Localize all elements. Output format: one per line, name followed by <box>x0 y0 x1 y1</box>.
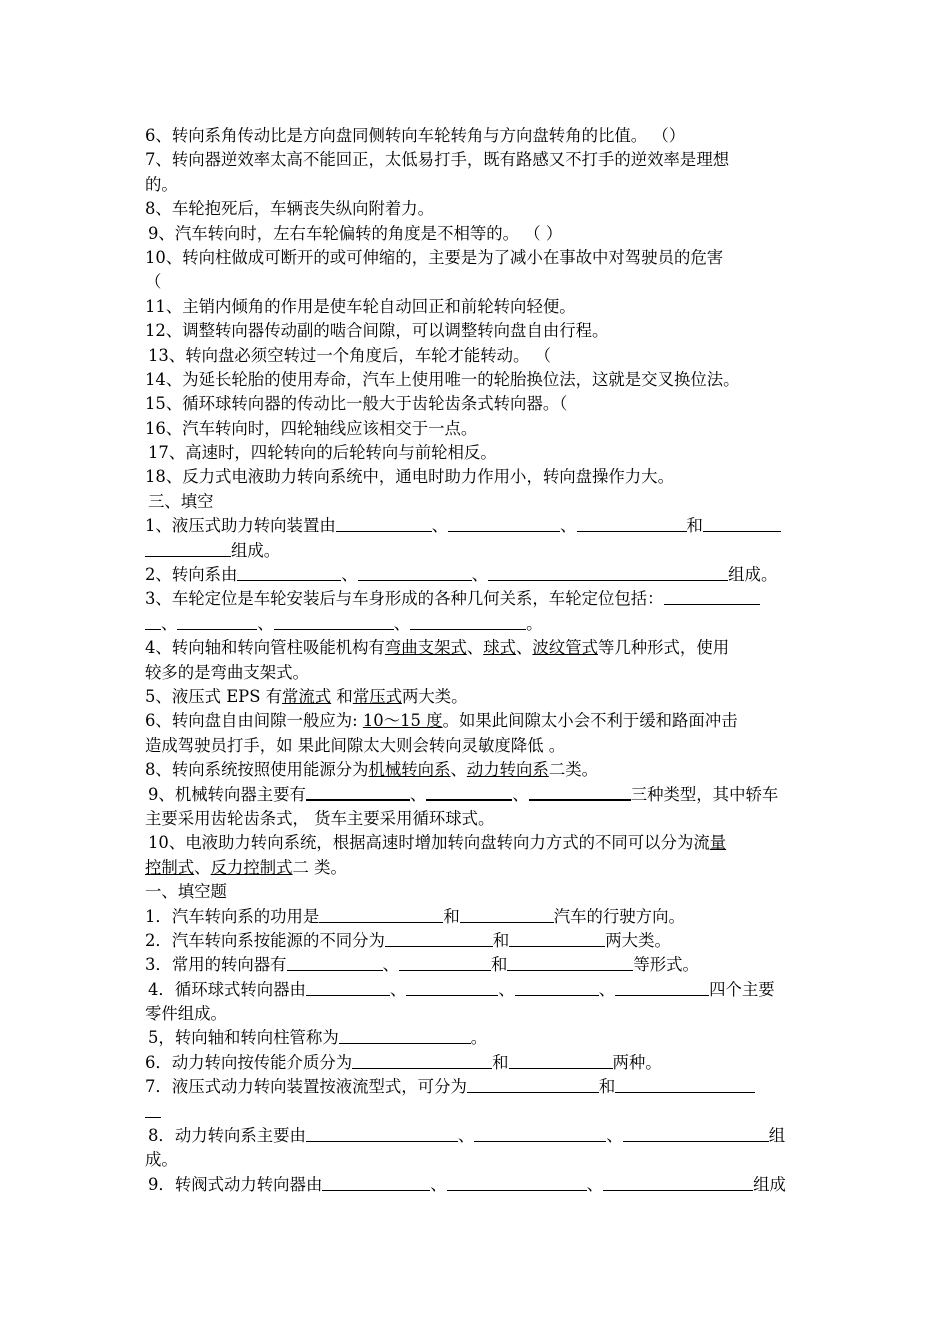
answer-blank[interactable] <box>336 515 432 532</box>
fill-question-cont: 成。 <box>145 1150 178 1170</box>
answer-blank[interactable] <box>406 979 498 996</box>
answer-blank[interactable] <box>615 1076 755 1093</box>
fill-question-cont <box>145 1100 810 1124</box>
judgement-item: 13、转向盘必须空转过一个角度后，车轮才能转动。 （ <box>148 345 552 365</box>
judgement-item: 11、主销内倾角的作用是使车轮自动回正和前轮转向轻便。 <box>145 296 576 316</box>
judgement-item: （ <box>145 272 162 292</box>
answer-blank[interactable] <box>145 613 161 630</box>
answer-blank[interactable] <box>145 1101 161 1118</box>
answer-blank[interactable] <box>448 515 560 532</box>
fill-question: 5，转向轴和转向柱管称为 。 <box>148 1028 488 1048</box>
answer-blank[interactable] <box>177 613 257 630</box>
fill-question: 6、转向盘自由间隙一般应为: 10～15 度。如果此间隙太小会不利于缓和路面冲击 <box>145 711 738 731</box>
fill-question: 4．循环球式转向器由 、 、 、 四个主要 <box>148 979 775 999</box>
judgement-item: 12、调整转向器传动副的啮合间隙，可以调整转向盘自由行程。 <box>145 321 609 341</box>
answer-blank[interactable] <box>515 979 599 996</box>
answer-blank[interactable] <box>322 1174 430 1191</box>
fill-question-cont: 主要采用齿轮齿条式， 货车主要采用循环球式。 <box>145 808 495 828</box>
answer-blank[interactable] <box>399 954 491 971</box>
answer-blank[interactable] <box>460 906 554 923</box>
fill-question: 1．汽车转向系的功用是 和 汽车的行驶方向。 <box>145 906 685 926</box>
fill-question: 9．转阀式动力转向器由 、 、 组成 <box>148 1174 786 1194</box>
answer-blank[interactable] <box>603 1174 753 1191</box>
judgement-item: 7、转向器逆效率太高不能回正，太低易打手，既有路感又不打手的逆效率是理想 <box>145 150 730 170</box>
fill-question: 6．动力转向按传能介质分为 和 两种。 <box>145 1052 662 1072</box>
answer-blank[interactable] <box>237 564 341 581</box>
judgement-item: 17、高速时，四轮转向的后轮转向与前轮相反。 <box>148 443 497 463</box>
judgement-item: 16、汽车转向时，四轮轴线应该相交于一点。 <box>145 418 478 438</box>
fill-question: 1、液压式助力转向装置由 、 、 和 <box>145 514 810 538</box>
fill-question: 2、转向系由 、 、 组成。 <box>145 565 778 585</box>
fill-question-cont: 控制式、反力控制式二 类。 <box>145 857 347 877</box>
answer-blank[interactable] <box>358 564 472 581</box>
answer-blank[interactable] <box>339 1027 471 1044</box>
answer-blank[interactable] <box>664 588 760 605</box>
answer-blank[interactable] <box>447 1174 587 1191</box>
answer-blank[interactable] <box>306 1125 458 1142</box>
section-heading: 三、填空 <box>148 491 214 511</box>
answer-blank[interactable] <box>306 979 390 996</box>
fill-question: 3、车轮定位是车轮安装后与车身形成的各种几何关系，车轮定位包括： <box>145 587 810 611</box>
answer-blank[interactable] <box>615 979 709 996</box>
answer-blank[interactable] <box>577 515 687 532</box>
fill-question-cont: 较多的是弯曲支架式。 <box>145 662 309 682</box>
judgement-item: 的。 <box>145 174 178 194</box>
answer-blank[interactable] <box>529 783 631 801</box>
answer-blank[interactable] <box>145 540 231 557</box>
answer-blank[interactable] <box>410 613 526 630</box>
answer-blank[interactable] <box>703 515 781 532</box>
fill-question: 4、转向轴和转向管柱吸能机构有弯曲支架式、球式、波纹管式等几种形式，使用 <box>145 638 730 658</box>
answer-blank[interactable] <box>274 613 394 630</box>
fill-question: 7．液压式动力转向装置按液流型式，可分为 和 <box>145 1075 810 1099</box>
judgement-item: 18、反力式电液助力转向系统中，通电时助力作用小，转向盘操作力大。 <box>145 467 674 487</box>
answer-blank[interactable] <box>488 564 728 581</box>
fill-question-cont: 、 、 、 。 <box>145 612 810 636</box>
fill-question: 5、液压式 EPS 有常流式 和常压式两大类。 <box>145 686 468 706</box>
judgement-item: 9、汽车转向时，左右车轮偏转的角度是不相等的。 （ ） <box>148 223 563 243</box>
judgement-item: 10、转向柱做成可断开的或可伸缩的，主要是为了减小在事故中对驾驶员的危害 <box>145 247 724 267</box>
judgement-item: 15、循环球转向器的传动比一般大于齿轮齿条式转向器。（ <box>145 394 568 414</box>
answer-blank[interactable] <box>319 906 443 923</box>
answer-blank[interactable] <box>426 783 512 801</box>
judgement-item: 8、车轮抱死后，车辆丧失纵向附着力。 <box>145 199 435 219</box>
judgement-item: 6、转向系角传动比是方向盘同侧转向车轮转角与方向盘转角的比值。 （） <box>145 126 686 145</box>
answer-blank[interactable] <box>306 783 410 801</box>
fill-question: 10、电液助力转向系统，根据高速时增加转向盘转向力方式的不同可以分为流量 <box>148 833 727 853</box>
document-page <box>145 124 810 1197</box>
answer-blank[interactable] <box>507 954 633 971</box>
fill-question-cont: 零件组成。 <box>145 1004 227 1024</box>
answer-blank[interactable] <box>623 1125 769 1142</box>
fill-question-cont: 组成。 <box>145 539 810 563</box>
fill-question: 9、机械转向器主要有 、 、 三种类型，其中轿车 <box>148 784 779 804</box>
answer-blank[interactable] <box>467 1076 599 1093</box>
fill-question: 8、转向系统按照使用能源分为机械转向系、动力转向系二类。 <box>145 760 598 780</box>
answer-blank[interactable] <box>509 1052 613 1069</box>
judgement-item: 14、为延长轮胎的使用寿命，汽车上使用唯一的轮胎换位法，这就是交叉换位法。 <box>145 369 740 389</box>
fill-question-cont: 造成驾驶员打手，如 果此间隙太大则会转向灵敏度降低 。 <box>145 735 566 755</box>
answer-blank[interactable] <box>509 930 605 947</box>
answer-blank[interactable] <box>287 954 383 971</box>
answer-blank[interactable] <box>385 930 493 947</box>
section-heading: 一、填空题 <box>145 882 227 902</box>
fill-question: 8．动力转向系主要由 、 、 组 <box>148 1126 786 1146</box>
fill-question: 2．汽车转向系按能源的不同分为 和 两大类。 <box>145 930 671 950</box>
answer-blank[interactable] <box>352 1052 492 1069</box>
fill-question: 3．常用的转向器有 、 和 等形式。 <box>145 955 699 975</box>
answer-blank[interactable] <box>474 1125 606 1142</box>
